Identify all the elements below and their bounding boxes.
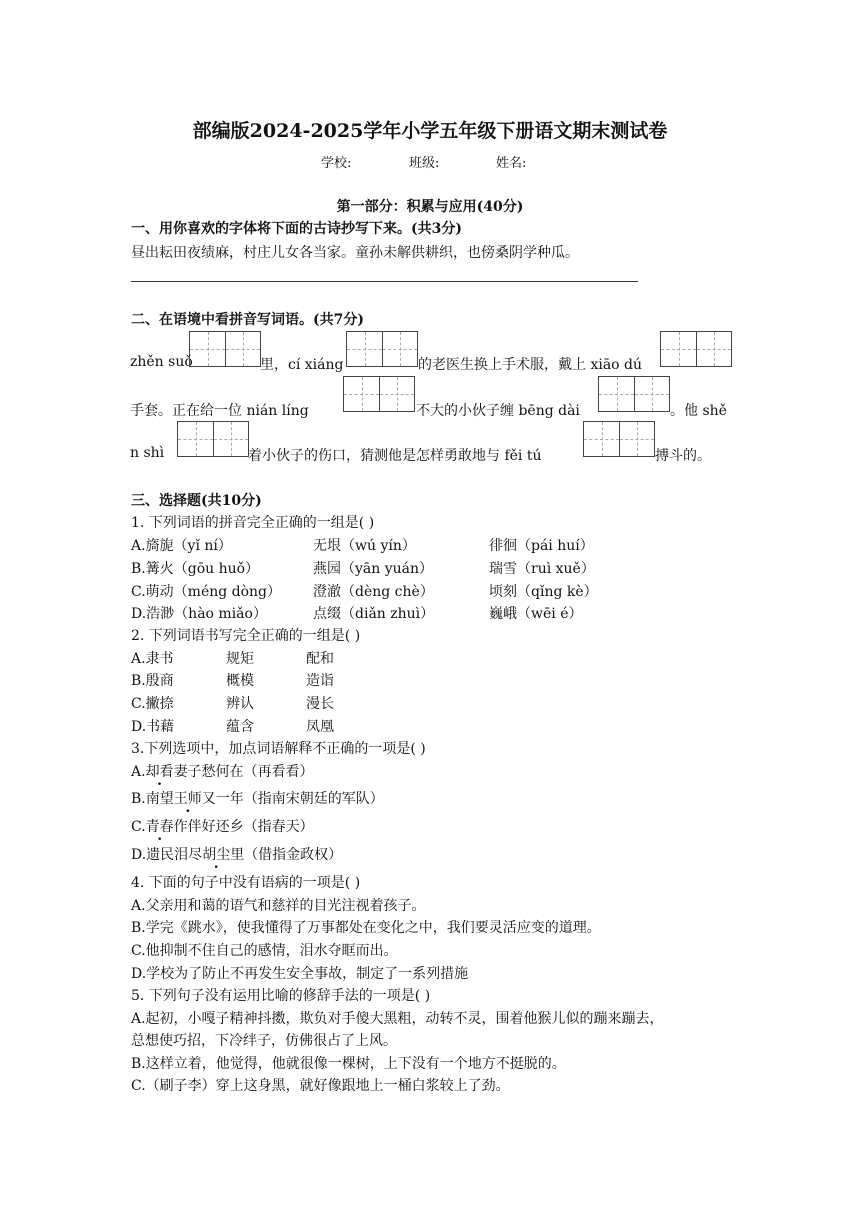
answer-box-xiaodu[interactable] [660,331,732,367]
q3-4-option-b: B.学完《跳水》，使我懂得了万事都处在变化之中，我们要灵活应变的道理。 [131,920,601,936]
dotted-word: 王师 [173,791,202,807]
q3-3-option-a: A.却看妻子愁何在（再看看） [131,761,314,781]
name-label: 姓名: [496,156,527,171]
q3-2-c3: 漫长 [306,696,334,712]
text-q2-l3-a: n shì [130,445,165,461]
school-label: 学校: [321,156,352,171]
q3-1-a2: 无垠（wú yín） [313,538,416,554]
answer-box-bengdai[interactable] [598,376,670,412]
q3-3-option-c: C.青春作伴好还乡（指春天） [131,816,314,836]
text-q2-l2-c: 。他 shě [670,403,727,419]
q3-3-option-b: B.南望王师又一年（指南宋朝廷的军队） [131,788,384,808]
q3-1-c3: 顷刻（qǐng kè） [489,584,598,600]
q3-5-question: 5. 下列句子没有运用比喻的修辞手法的一项是( ) [131,988,431,1004]
q3-1-d2: 点缀（diǎn zhuì） [313,606,435,622]
q3-2-a1: A.隶书 [131,651,174,667]
text-q2-l1-c: 的老医生换上手术服，戴上 xiāo dú [418,357,643,373]
part1-heading: 第一部分：积累与应用(40分) [336,199,524,215]
text-q2-l2-b: 不大的小伙子缠 bēng dài [416,403,580,419]
page-title: 部编版2024-2025学年小学五年级下册语文期末测试卷 [192,120,668,142]
answer-box-shenshi[interactable] [177,421,249,457]
q3-1-d3: 巍峨（wēi é） [489,606,583,622]
q3-2-b3: 造诣 [306,673,334,689]
q3-1-a1: A.旖旎（yǐ ní） [131,538,232,554]
text-q2-l1-b: 里，cí xiáng [260,357,344,373]
answer-box-nianling[interactable] [343,376,415,412]
q3-1-b1: B.篝火（gōu huǒ） [131,561,260,577]
q3-2-b1: B.殷商 [131,673,174,689]
q3-1-a3: 徘徊（pái huí） [489,538,594,554]
q3-2-d2: 蕴含 [226,719,254,735]
dotted-word: 胡尘 [202,847,231,863]
q3-3-question: 3.下列选项中，加点词语解释不正确的一项是( ) [131,741,426,757]
q1-heading: 一、用你喜欢的字体将下面的古诗抄写下来。(共3分) [131,221,462,237]
q3-1-question: 1. 下列词语的拼音完全正确的一组是( ) [131,515,375,531]
q3-4-option-c: C.他抑制不住自己的感情，泪水夺眶而出。 [131,943,398,959]
q3-4-option-d: D.学校为了防止不再发生安全事故，制定了一系列措施 [131,966,469,982]
q3-4-question: 4. 下面的句子中没有语病的一项是( ) [131,875,361,891]
q1-poem: 昼出耘田夜绩麻，村庄儿女各当家。童孙未解供耕织，也傍桑阴学种瓜。 [131,245,579,261]
pinyin-zhensuo: zhěn suǒ [130,354,193,370]
answer-box-zhensuo[interactable] [189,331,261,367]
q3-1-c2: 澄澈（dèng chè） [313,584,434,600]
q3-2-a2: 规矩 [226,651,254,667]
q3-5-option-b: B.这样立着，他觉得，他就很像一棵树，上下没有一个地方不挺脱的。 [131,1056,566,1072]
text-q2-l3-b: 着小伙子的伤口，猜测他是怎样勇敢地与 fěi tú [248,448,542,464]
q3-2-a3: 配和 [306,651,334,667]
q3-1-b2: 燕园（yān yuán） [313,561,434,577]
answer-box-cixiang[interactable] [346,331,418,367]
q3-2-b2: 概模 [226,673,254,689]
class-label: 班级: [409,156,440,171]
q3-4-option-a: A.父亲用和蔼的语气和慈祥的目光注视着孩子。 [131,898,426,914]
q3-3-option-d: D.遗民泪尽胡尘里（借指金政权） [131,844,342,864]
q3-5-option-a-line2: 总想使巧招，下冷绊子，仿佛很占了上风。 [131,1033,397,1049]
text-q2-l3-c: 搏斗的。 [655,448,711,464]
dotted-word: 青春 [145,819,174,835]
q3-5-option-a-line1: A.起初，小嘎子精神抖擞，欺负对手傻大黑粗，动转不灵，围着他猴儿似的蹦来蹦去， [131,1011,664,1027]
q3-heading: 三、选择题(共10分) [131,493,262,509]
q2-heading: 二、在语境中看拼音写词语。(共7分) [131,312,364,328]
q3-2-d3: 凤凰 [306,719,334,735]
q3-2-question: 2. 下列词语书写完全正确的一组是( ) [131,628,361,644]
q3-1-b3: 瑞雪（ruì xuě） [489,561,595,577]
q3-2-c1: C.撇捺 [131,696,174,712]
q3-2-c2: 辨认 [226,696,254,712]
q3-2-d1: D.书藉 [131,719,175,735]
q3-1-d1: D.浩渺（hào miǎo） [131,606,267,622]
q3-5-option-c: C.（刷子李）穿上这身黑，就好像跟地上一桶白浆较上了劲。 [131,1078,510,1094]
dotted-word: 却看 [145,764,174,780]
text-q2-l2-a: 手套。正在给一位 nián líng [130,403,309,419]
q3-1-c1: C.萌动（méng dòng） [131,584,282,600]
copy-writing-line[interactable] [131,281,638,282]
answer-box-feitu[interactable] [583,421,655,457]
